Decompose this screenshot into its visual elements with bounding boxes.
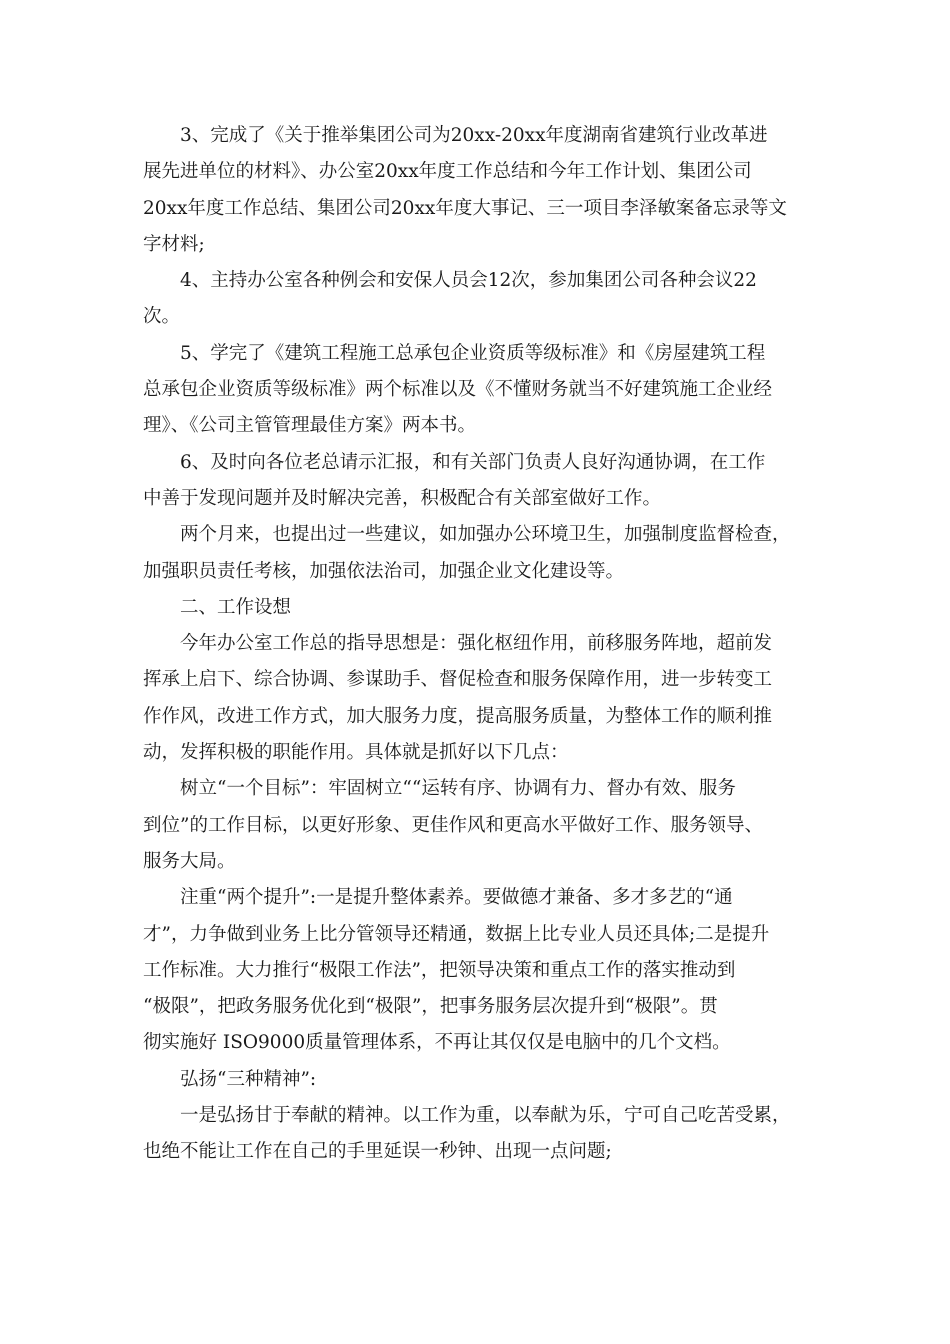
paragraph-section-2-heading (143, 590, 833, 626)
text-line: 工作标准。大力推行“极限工作法”，把领导决策和重点工作的落实推动到 (143, 959, 736, 981)
paragraph-spirit-1 (143, 1098, 833, 1171)
text-line: 也绝不能让工作在自己的手里延误一秒钟、出现一点问题; (143, 1141, 612, 1163)
text-line: 字材料; (143, 233, 205, 255)
text-line: 彻实施好 ISO9000质量管理体系，不再让其仅仅是电脑中的几个文档。 (143, 1032, 731, 1054)
text-line: 5、学完了《建筑工程施工总承包企业资质等级标准》和《房屋建筑工程 (180, 342, 766, 364)
paragraph-item-6 (143, 445, 833, 518)
text-line: 才”，力争做到业务上比分管领导还精通，数据上比专业人员还具体;二是提升 (143, 923, 770, 945)
paragraph-three-spirits (143, 1062, 833, 1098)
text-line: 20xx年度工作总结、集团公司20xx年度大事记、三一项目李泽敏案备忘录等文 (143, 197, 787, 219)
text-line: 注重“两个提升”:一是提升整体素养。要做德才兼备、多才多艺的“通 (180, 887, 733, 909)
text-line: 挥承上启下、综合协调、参谋助手、督促检查和服务保障作用，进一步转变工 (143, 669, 773, 691)
text-line: 今年办公室工作总的指导思想是：强化枢纽作用，前移服务阵地，超前发 (180, 633, 773, 655)
text-line: 总承包企业资质等级标准》两个标准以及《不懂财务就当不好建筑施工企业经 (143, 379, 773, 401)
paragraph-two-improvements (143, 880, 833, 1061)
text-line: 作作风，改进工作方式，加大服务力度，提高服务质量，为整体工作的顺利推 (143, 705, 773, 727)
text-line: 加强职员责任考核，加强依法治司，加强企业文化建设等。 (143, 560, 625, 582)
text-line: 4、主持办公室各种例会和安保人员会12次，参加集团公司各种会议22 (180, 270, 757, 292)
paragraph-item-3 (143, 118, 833, 263)
document-body (143, 118, 833, 1171)
text-line: 展先进单位的材料》、办公室20xx年度工作总结和今年工作计划、集团公司 (143, 161, 752, 183)
text-line: 动，发挥积极的职能作用。具体就是抓好以下几点： (143, 742, 569, 764)
text-line: 次。 (143, 306, 181, 328)
text-line: 3、完成了《关于推举集团公司为20xx-20xx年度湖南省建筑行业改革进 (180, 125, 768, 146)
text-line: 一是弘扬甘于奉献的精神。以工作为重，以奉献为乐，宁可自己吃苦受累， (180, 1105, 791, 1127)
paragraph-suggestions (143, 517, 833, 590)
text-line: 到位”的工作目标，以更好形象、更佳作风和更高水平做好工作、服务领导、 (143, 814, 763, 836)
paragraph-item-4 (143, 263, 833, 336)
text-line: 中善于发现问题并及时解决完善，积极配合有关部室做好工作。 (143, 487, 662, 509)
paragraph-guiding-idea (143, 626, 833, 771)
text-line: 6、及时向各位老总请示汇报，和有关部门负责人良好沟通协调，在工作 (180, 451, 766, 473)
text-line: “极限”，把政务服务优化到“极限”，把事务服务层次提升到“极限”。贯 (143, 996, 718, 1018)
text-line: 树立“一个目标”：牢固树立““运转有序、协调有力、督办有效、服务 (180, 778, 736, 800)
text-line: 两个月来，也提出过一些建议，如加强办公环境卫生，加强制度监督检查， (180, 524, 791, 546)
text-line: 理》、《公司主管管理最佳方案》两本书。 (143, 415, 477, 437)
text-line: 弘扬“三种精神”: (180, 1068, 317, 1090)
text-line: 二、工作设想 (180, 596, 292, 618)
text-line: 服务大局。 (143, 850, 236, 872)
paragraph-item-5 (143, 336, 833, 445)
paragraph-one-goal (143, 771, 833, 880)
